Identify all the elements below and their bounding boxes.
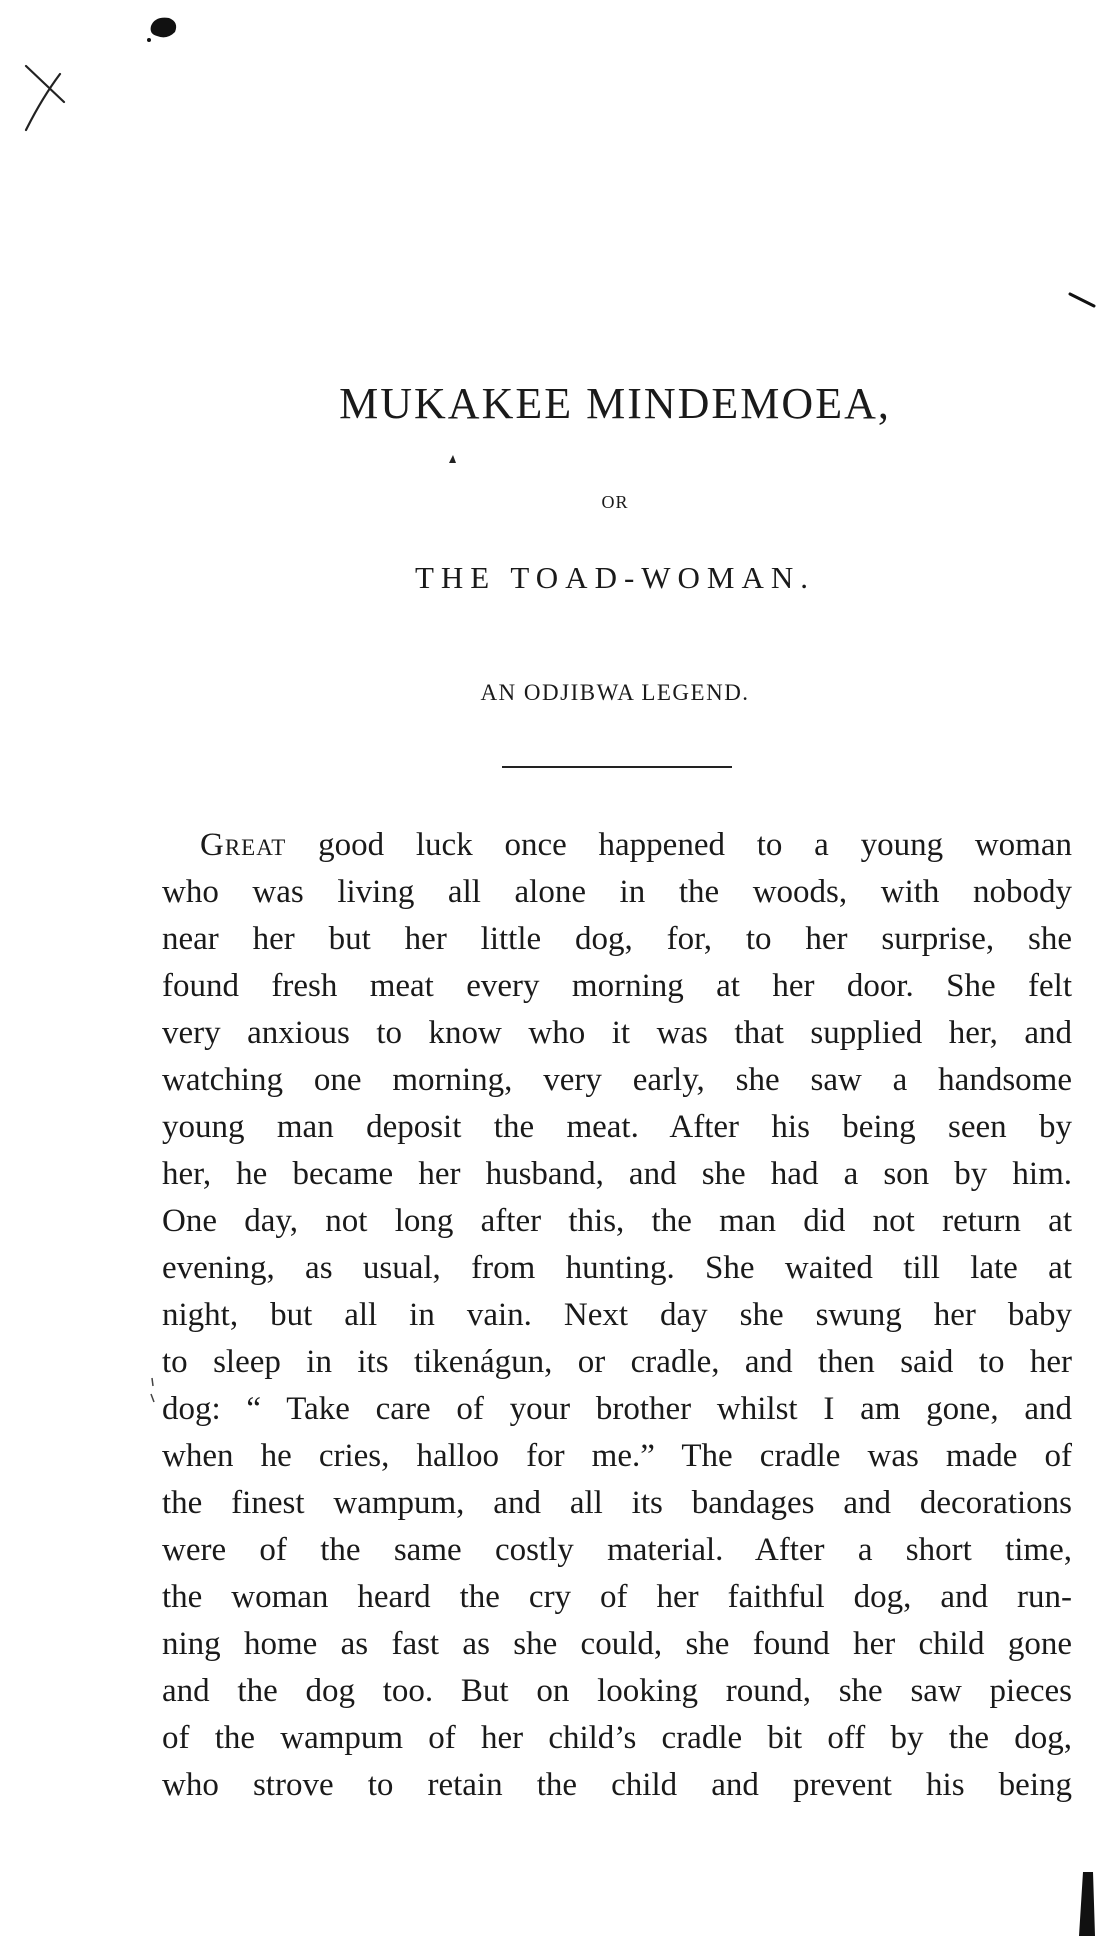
body-line: her, he became her husband, and she had a son by him. xyxy=(162,1156,1072,1192)
body-line: watching one morning, very early, she saw a handsome xyxy=(162,1062,1072,1098)
body-line: who was living all alone in the woods, with nobody xyxy=(162,874,1072,910)
body-line: the woman heard the cry of her faithful dog, and run- xyxy=(162,1579,1072,1615)
asterisk-mark xyxy=(446,454,460,468)
body-line: One day, not long after this, the man did not return at xyxy=(162,1203,1072,1239)
body-line: dog: “ Take care of your brother whilst I am gone, and xyxy=(162,1391,1072,1427)
story-body xyxy=(162,822,1072,1809)
body-line: very anxious to know who it was that supplied her, and xyxy=(162,1015,1072,1051)
body-line: found fresh meat every morning at her door. She felt xyxy=(162,968,1072,1004)
body-line: young man deposit the meat. After his being seen by xyxy=(162,1109,1072,1145)
body-line: of the wampum of her child’s cradle bit off by the dog, xyxy=(162,1720,1072,1756)
bottom-edge-mark xyxy=(1075,1870,1097,1936)
margin-tick-mark xyxy=(148,1376,158,1406)
body-line: the finest wampum, and all its bandages and decorations xyxy=(162,1485,1072,1521)
title-conjunction: OR xyxy=(601,492,629,512)
body-line: ning home as fast as she could, she found her child gone xyxy=(162,1626,1072,1662)
pencil-x-mark xyxy=(20,60,70,135)
body-line: night, but all in vain. Next day she swung her baby xyxy=(162,1297,1072,1333)
body-line: near her but her little dog, for, to her surprise, she xyxy=(162,921,1072,957)
body-line: were of the same costly material. After a short time, xyxy=(162,1532,1072,1568)
body-line: evening, as usual, from hunting. She waited till late at xyxy=(162,1250,1072,1286)
first-line-text: good luck once happened to a young woman xyxy=(286,827,1072,863)
section-divider xyxy=(502,766,732,768)
body-line: to sleep in its tikenágun, or cradle, and then said to her xyxy=(162,1344,1072,1380)
opening-word: Great xyxy=(200,827,287,863)
body-line xyxy=(162,822,1072,869)
body-line: who strove to retain the child and prevent his being xyxy=(162,1767,1072,1803)
body-line: when he cries, halloo for me.” The cradle was made of xyxy=(162,1438,1072,1474)
ink-blot-mark xyxy=(145,14,185,44)
story-title: MUKAKEE MINDEMOEA, xyxy=(339,379,891,428)
body-line: and the dog too. But on looking round, she saw pieces xyxy=(162,1673,1072,1709)
margin-smudge-mark xyxy=(1068,290,1097,310)
story-subtitle: THE TOAD-WOMAN. xyxy=(414,560,816,595)
legend-label: AN ODJIBWA LEGEND. xyxy=(480,680,750,705)
